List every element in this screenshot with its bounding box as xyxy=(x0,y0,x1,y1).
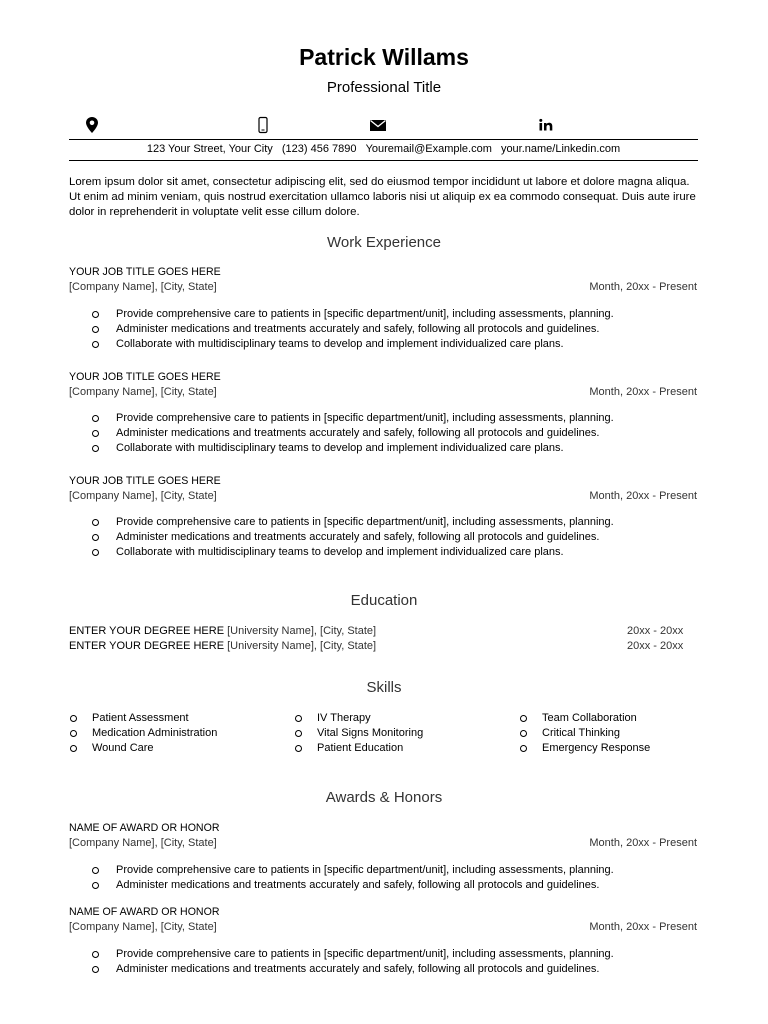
university-name: [University Name], [City, State] xyxy=(227,640,377,652)
job-title: YOUR JOB TITLE GOES HERE xyxy=(69,266,221,278)
skill-item: Emergency Response xyxy=(519,741,650,756)
candidate-name: Patrick Willams xyxy=(299,44,469,70)
job-company: [Company Name], [City, State] xyxy=(69,386,217,398)
skill-item: Critical Thinking xyxy=(519,726,650,741)
linkedin-icon xyxy=(538,116,556,134)
job-bullet-list xyxy=(90,515,614,560)
job-dates: Month, 20xx - Present xyxy=(589,490,697,502)
list-item: Administer medications and treatments accurately and safely, following all protocols and guidelines. xyxy=(90,426,614,441)
university-name: [University Name], [City, State] xyxy=(227,625,377,637)
skills-column-2 xyxy=(294,711,423,756)
skill-item: Wound Care xyxy=(69,741,217,756)
job-company: [Company Name], [City, State] xyxy=(69,490,217,502)
contact-address: 123 Your Street, Your City xyxy=(146,143,273,155)
contact-line xyxy=(69,143,698,155)
contact-bottom-divider xyxy=(69,160,698,161)
skill-item: IV Therapy xyxy=(294,711,423,726)
list-item: Provide comprehensive care to patients in [specific department/unit], including assessments, planning. xyxy=(90,307,614,322)
award-dates: Month, 20xx - Present xyxy=(589,921,697,933)
list-item: Administer medications and treatments accurately and safely, following all protocols and guidelines. xyxy=(90,322,614,337)
degree-name: ENTER YOUR DEGREE HERE xyxy=(69,640,225,652)
job-title: YOUR JOB TITLE GOES HERE xyxy=(69,371,221,383)
degree-name: ENTER YOUR DEGREE HERE xyxy=(69,625,225,637)
location-pin-icon xyxy=(84,116,102,134)
skill-item: Patient Education xyxy=(294,741,423,756)
envelope-icon xyxy=(369,116,387,134)
education-dates: 20xx - 20xx xyxy=(627,640,684,652)
contact-linkedin[interactable]: your.name/Linkedin.com xyxy=(500,143,621,155)
job-bullet-list xyxy=(90,411,614,456)
education-dates: 20xx - 20xx xyxy=(627,625,684,637)
list-item: Administer medications and treatments accurately and safely, following all protocols and guidelines. xyxy=(90,530,614,545)
job-bullet-list xyxy=(90,307,614,352)
list-item: Provide comprehensive care to patients in [specific department/unit], including assessments, planning. xyxy=(90,515,614,530)
awards-heading: Awards & Honors xyxy=(325,789,443,806)
contact-email[interactable]: Youremail@Example.com xyxy=(365,143,492,155)
job-company: [Company Name], [City, State] xyxy=(69,281,217,293)
contact-top-divider xyxy=(69,139,698,140)
skills-column-1 xyxy=(69,711,217,756)
list-item: Administer medications and treatments accurately and safely, following all protocols and guidelines. xyxy=(90,962,614,977)
work-experience-heading: Work Experience xyxy=(327,234,441,251)
skills-heading: Skills xyxy=(366,679,402,696)
job-dates: Month, 20xx - Present xyxy=(589,386,697,398)
professional-summary: Lorem ipsum dolor sit amet, consectetur adipiscing elit, sed do eiusmod tempor incididunt ut labore et dolore magna aliqua. Ut enim ad minim veniam, quis nostrud exercitation ullamco laboris nisi ut aliquip ex ea commodo consequat. Duis aute irure dolor in reprehenderit in voluptate velit esse cillum dolore. xyxy=(69,176,696,218)
professional-title: Professional Title xyxy=(326,79,442,96)
list-item: Collaborate with multidisciplinary teams to develop and implement individualized care plans. xyxy=(90,545,614,560)
skill-item: Patient Assessment xyxy=(69,711,217,726)
list-item: Provide comprehensive care to patients in [specific department/unit], including assessments, planning. xyxy=(90,863,614,878)
award-bullet-list xyxy=(90,863,614,893)
phone-icon xyxy=(256,116,274,134)
skill-item: Medication Administration xyxy=(69,726,217,741)
job-title: YOUR JOB TITLE GOES HERE xyxy=(69,475,221,487)
award-company: [Company Name], [City, State] xyxy=(69,921,217,933)
list-item: Collaborate with multidisciplinary teams to develop and implement individualized care plans. xyxy=(90,337,614,352)
award-company: [Company Name], [City, State] xyxy=(69,837,217,849)
education-entry xyxy=(69,625,376,637)
list-item: Administer medications and treatments accurately and safely, following all protocols and guidelines. xyxy=(90,878,614,893)
education-heading: Education xyxy=(350,592,418,609)
contact-phone: (123) 456 7890 xyxy=(281,143,357,155)
award-dates: Month, 20xx - Present xyxy=(589,837,697,849)
award-bullet-list xyxy=(90,947,614,977)
education-entry xyxy=(69,640,376,652)
skill-item: Vital Signs Monitoring xyxy=(294,726,423,741)
job-dates: Month, 20xx - Present xyxy=(589,281,697,293)
list-item: Collaborate with multidisciplinary teams to develop and implement individualized care plans. xyxy=(90,441,614,456)
award-title: NAME OF AWARD OR HONOR xyxy=(69,906,220,918)
skill-item: Team Collaboration xyxy=(519,711,650,726)
list-item: Provide comprehensive care to patients in [specific department/unit], including assessments, planning. xyxy=(90,947,614,962)
list-item: Provide comprehensive care to patients in [specific department/unit], including assessments, planning. xyxy=(90,411,614,426)
award-title: NAME OF AWARD OR HONOR xyxy=(69,822,220,834)
skills-column-3 xyxy=(519,711,650,756)
